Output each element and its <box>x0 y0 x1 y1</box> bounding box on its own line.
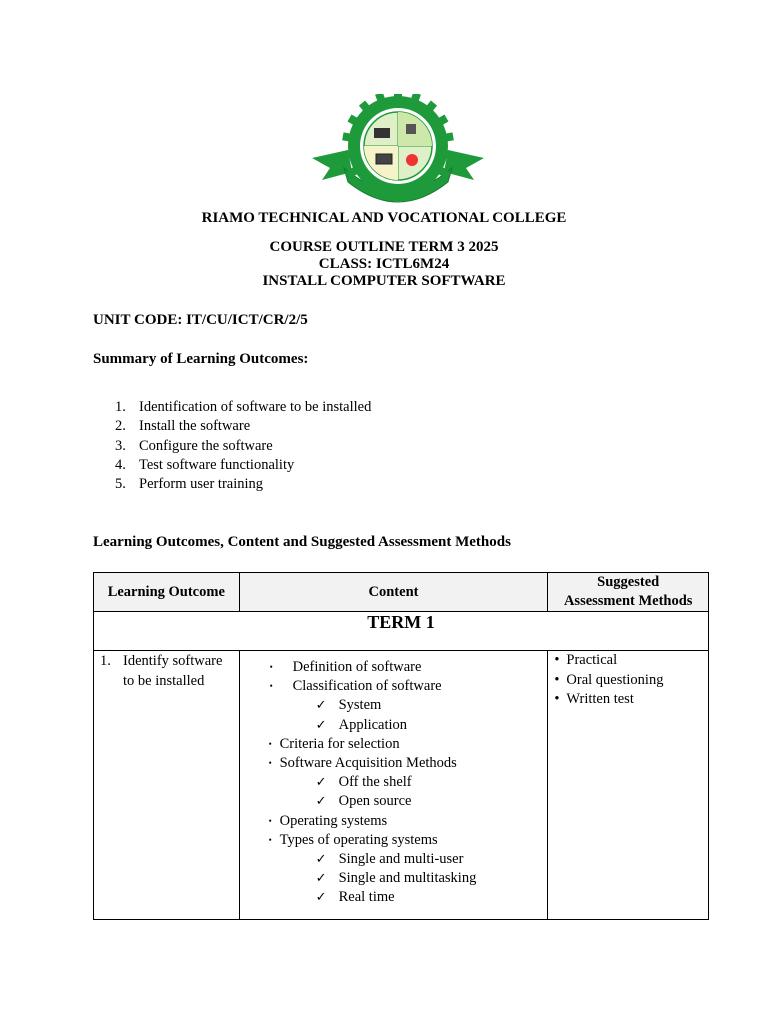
content-text: Types of operating systems <box>279 831 438 848</box>
unit-code: UNIT CODE: IT/CU/ICT/CR/2/5 <box>93 312 308 328</box>
col-header-learning-outcome: Learning Outcome <box>94 573 240 612</box>
college-name: RIAMO TECHNICAL AND VOCATIONAL COLLEGE <box>201 210 567 226</box>
list-item: 1. Identification of software to be installed <box>115 399 372 415</box>
col-header-assessment: Suggested Assessment Methods <box>548 573 709 612</box>
content-list <box>240 651 548 919</box>
outcome-text: Identify software to be installed <box>123 653 223 689</box>
checkmark-icon: ✓ <box>315 890 327 906</box>
bullet-icon: • <box>268 815 272 826</box>
content-text: Real time <box>338 889 395 906</box>
course-outline-table <box>93 572 709 920</box>
college-logo <box>308 94 488 210</box>
learning-outcome-cell <box>94 651 240 920</box>
assessment-item: • Practical <box>554 652 618 668</box>
content-text: System <box>338 697 382 714</box>
table-row <box>94 651 709 920</box>
col-header-content: Content <box>239 573 548 612</box>
bullet-icon: • <box>268 834 272 845</box>
checkmark-icon: ✓ <box>315 852 327 867</box>
content-text: Single and multi-user <box>338 851 464 867</box>
course-name: INSTALL COMPUTER SOFTWARE <box>262 273 506 289</box>
content-cell <box>239 651 548 920</box>
outcome-number: 1. <box>100 653 111 669</box>
content-text: Application <box>338 716 408 733</box>
outline-title: COURSE OUTLINE TERM 3 2025 <box>269 239 499 255</box>
content-text: Software Acquisition Methods <box>279 755 457 771</box>
content-text: Open source <box>338 793 412 810</box>
bullet-icon: • <box>268 758 272 768</box>
list-item: 4. Test software functionality <box>115 456 295 473</box>
term-label: TERM 1 <box>94 612 709 651</box>
list-item: 3. Configure the software <box>115 437 273 454</box>
list-item: 5. Perform user training <box>115 476 264 493</box>
outcomes-list <box>93 398 593 494</box>
term-row <box>94 612 709 651</box>
content-text: Operating systems <box>279 812 388 829</box>
table-heading: Learning Outcomes, Content and Suggested Assessment Methods <box>93 534 511 550</box>
checkmark-icon: ✓ <box>315 775 327 791</box>
assessment-item: • Written test <box>554 691 634 707</box>
bullet-icon: • <box>269 681 273 692</box>
class-line: CLASS: ICTL6M24 <box>318 256 450 272</box>
content-text: Classification of software <box>292 678 442 695</box>
content-text: Definition of software <box>292 659 422 675</box>
summary-heading: Summary of Learning Outcomes: <box>93 351 309 367</box>
assessment-cell <box>548 651 709 920</box>
assessment-item: • Oral questioning <box>554 671 664 688</box>
bullet-icon: • <box>269 662 273 672</box>
checkmark-icon: ✓ <box>315 698 327 714</box>
bullet-icon: • <box>268 738 272 749</box>
content-text: Criteria for selection <box>279 735 400 752</box>
table-header-row <box>94 573 709 612</box>
checkmark-icon: ✓ <box>315 871 327 887</box>
list-item: 2. Install the software <box>115 418 251 435</box>
content-text: Off the shelf <box>338 774 412 791</box>
checkmark-icon: ✓ <box>315 794 327 810</box>
content-text: Single and multitasking <box>338 870 477 887</box>
checkmark-icon: ✓ <box>315 717 327 733</box>
